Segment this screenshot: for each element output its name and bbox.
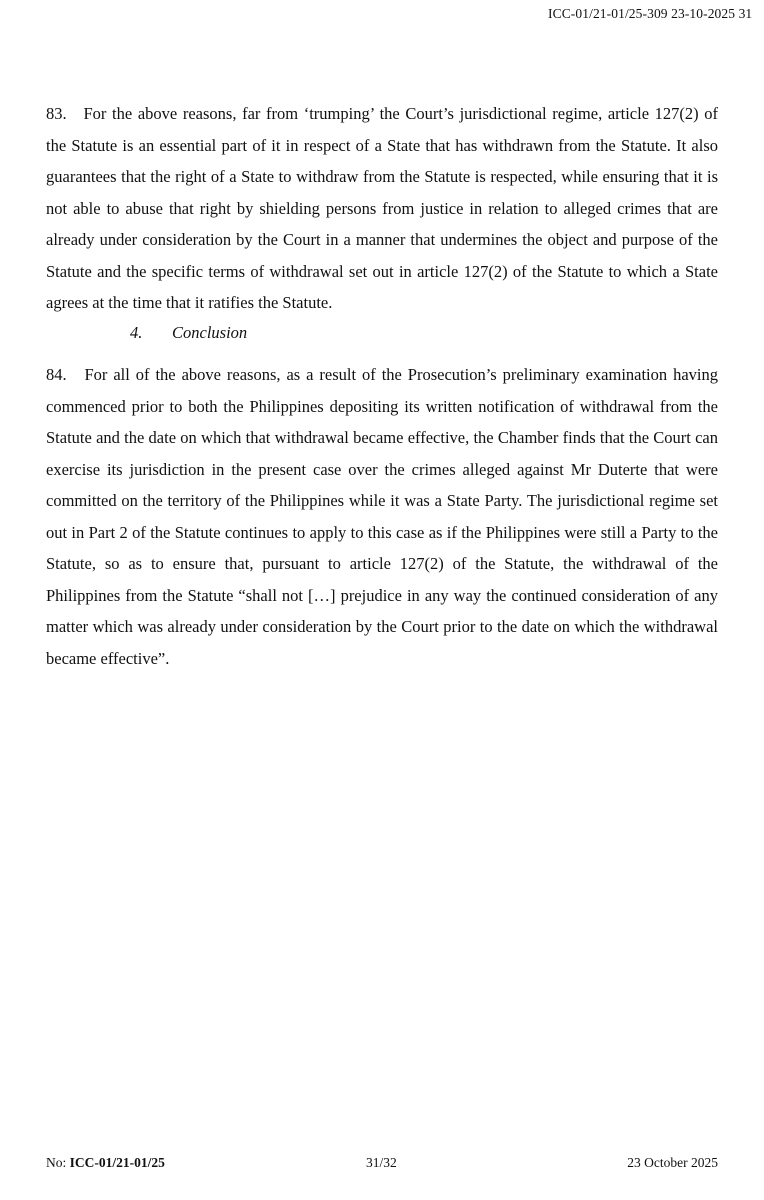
footer-case-number [46,1155,165,1171]
footer-date: 23 October 2025 [627,1155,718,1170]
paragraph-number: 83. [46,104,67,123]
paragraph-84 [46,359,718,674]
paragraph-number: 84. [46,365,67,384]
footer-case-id: ICC-01/21-01/25 [69,1155,165,1170]
footer-no-label: No: [46,1155,67,1170]
paragraph-text: For the above reasons, far from ‘trumping’ the Court’s jurisdictional regime, article 127(2) of the Statute is an essential part of it in respect of a State that has withdrawn from the Statute. It also guarantees that the right of a State to withdraw from the Statute is respected, while ensuring that it is not able to abuse that right by shielding persons from justice in relation to alleged crimes that are already under consideration by the Court in a manner that undermines the object and purpose of the Statute and the specific terms of withdrawal set out in article 127(2) of the Statute to which a State agrees at the time that it ratifies the Statute. [46,104,719,312]
paragraph-83 [46,98,718,319]
document-reference-header: ICC-01/21-01/25-309 23-10-2025 31 [548,6,753,21]
page-footer [46,1155,718,1175]
footer-page-number: 31/32 [366,1155,397,1170]
section-heading-number: 4. [130,323,143,342]
paragraph-text: For all of the above reasons, as a result of the Prosecution’s preliminary examination having commenced prior to both the Philippines depositing its written notification of withdrawal from the Statute and the date on which that withdrawal became effective, the Chamber finds that the Court can exercise its jurisdiction in the present case over the crimes alleged against Mr Duterte that were committed on the territory of the Philippines while it was a State Party. The jurisdictional regime set out in Part 2 of the Statute continues to apply to this case as if the Philippines were still a Party to the Statute, so as to ensure that, pursuant to article 127(2) of the Statute, the withdrawal of the Philippines from the Statute “shall not […] prejudice in any way the continued consideration of any matter which was already under consideration by the Court prior to the date on which the withdrawal became effective”. [46,365,718,668]
section-heading-title: Conclusion [172,323,248,342]
section-heading [130,323,247,343]
